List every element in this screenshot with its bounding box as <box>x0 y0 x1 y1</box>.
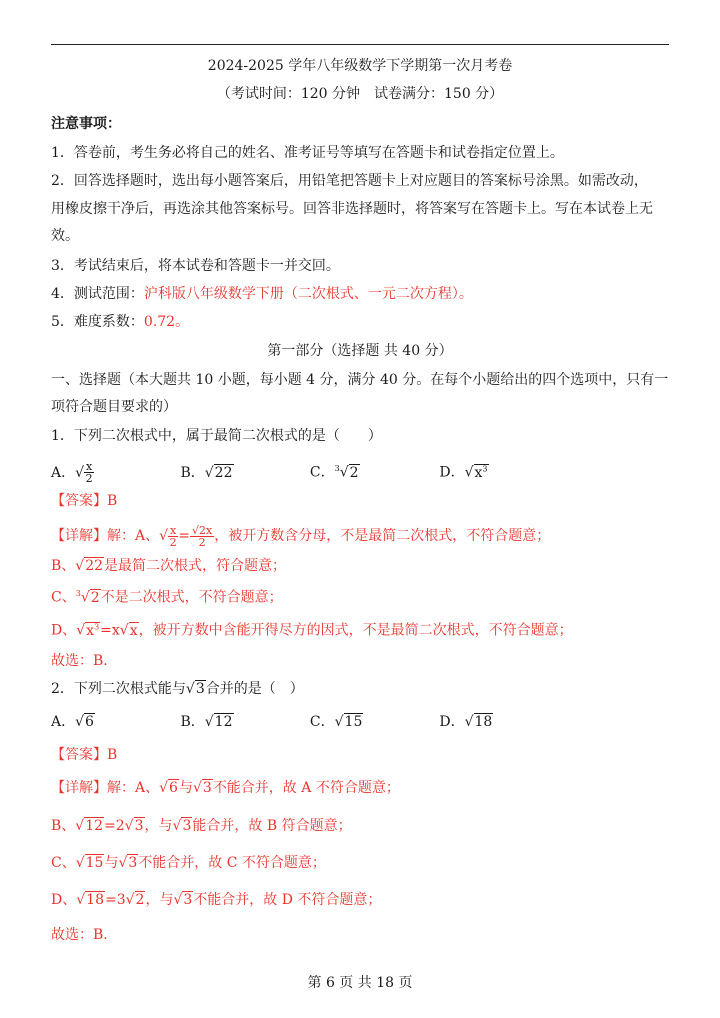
fraction-num: x <box>86 460 93 474</box>
radicand: 22 <box>214 464 233 481</box>
detail-prefix: B、 <box>51 818 76 834</box>
q1-option-c: C．$^3$√2 <box>309 464 359 481</box>
note-item: 3．考试结束后，将本试卷和答题卡一并交回。 <box>51 258 340 274</box>
q1-stem: 1．下列二次根式中，属于最简二次根式的是（ ） <box>51 428 382 444</box>
section-title: 第一部分（选择题 共 40 分） <box>267 343 453 359</box>
radicand: 3 <box>195 681 205 697</box>
q1-detail-b: B、√22是最简二次根式，符合题意； <box>51 558 287 574</box>
note-item: 2．回答选择题时，选出每小题答案后，用铅笔把答题卡上对应题目的答案标号涂黑。如需改动， <box>51 173 648 189</box>
radicand: 3 <box>202 780 212 796</box>
note-item: 效。 <box>51 228 79 244</box>
detail-text: 不是二次根式，不符合题意； <box>100 589 283 606</box>
section-intro: 项符合题目要求的） <box>51 399 177 415</box>
q2-answer: 【答案】B <box>51 747 118 763</box>
option-label: B． <box>180 714 205 730</box>
radicand: 2 <box>349 464 359 481</box>
q2-detail-c: C、√15与√3不能合并，故 C 不符合题意； <box>51 855 326 871</box>
scope-label: 4．测试范围： <box>51 286 144 302</box>
radicand: 3 <box>128 855 138 871</box>
radicand: 2 <box>90 589 100 606</box>
difficulty-value: 0.72。 <box>143 314 190 330</box>
radicand: 18 <box>86 892 104 908</box>
top-rule <box>51 44 669 45</box>
radicand: 15 <box>344 714 363 730</box>
detail-prefix: 【详解】解：A、 <box>51 780 160 796</box>
q2-detail-d: D、√18=3√2，与√3不能合并，故 D 不符合题意； <box>51 892 382 908</box>
stem-text: 2．下列二次根式能与 <box>51 681 186 697</box>
scope-value: 沪科版八年级数学下册（二次根式、一元二次方程）。 <box>143 286 473 302</box>
fraction <box>168 525 178 548</box>
q1-option-b: B．√22 <box>180 464 233 481</box>
fraction-num: √2x <box>192 523 213 537</box>
radicand: 22 <box>85 558 104 574</box>
detail-text: 与 <box>178 780 193 796</box>
radicand: 12 <box>214 714 233 730</box>
radicand: $x^3$ <box>474 464 488 481</box>
detail-text: 与 <box>104 855 119 871</box>
radicand: 3 <box>183 892 193 908</box>
note-item: 1．答卷前，考生务必将自己的姓名、准考证号等填写在答题卡和试卷指定位置上。 <box>51 145 564 161</box>
detail-text: 不能合并，故 D 不符合题意； <box>193 892 382 908</box>
radicand: $x^3$ <box>86 622 100 639</box>
q1-option-a: A．√ $\frac{x}{2}$ <box>51 460 93 486</box>
fraction-den: 2 <box>85 472 93 486</box>
q2-option-a: A．√6 <box>51 714 94 730</box>
detail-text: ，与 <box>145 892 174 908</box>
detail-text: ，被开方数中含能开得尽方的因式，不是最简二次根式，不符合题意； <box>138 622 573 639</box>
q1-detail-d: D、$√x^3=x√x$，被开方数中含能开得尽方的因式，不是最简二次根式，不符合题意； <box>51 622 573 639</box>
q2-options <box>51 712 671 732</box>
radicand: 3 <box>182 818 192 834</box>
radicand: 18 <box>474 714 493 730</box>
difficulty-label: 5．难度系数： <box>51 314 144 330</box>
detail-text: 不能合并，故 C 不符合题意； <box>138 855 326 871</box>
detail-text: ，被开方数含分母，不是最简二次根式，不符合题意； <box>214 528 551 544</box>
radicand: 3 <box>134 818 144 834</box>
note-item: 用橡皮擦干净后，再选涂其他答案标号。回答非选择题时，将答案写在答题卡上。写在本试卷上无 <box>51 201 653 217</box>
radicand: 15 <box>85 855 104 871</box>
note-scope <box>51 284 671 304</box>
option-label: B． <box>180 464 205 481</box>
fraction-den: 2 <box>198 535 206 549</box>
fraction-x-over-2 <box>84 461 94 484</box>
q1-choice: 故选：B. <box>51 653 108 669</box>
q2-option-d: D．√18 <box>439 714 493 730</box>
detail-prefix: D、 <box>51 892 77 908</box>
q2-option-c: C．√15 <box>309 714 363 730</box>
option-label: A． <box>51 714 76 730</box>
radicand: 6 <box>85 714 94 730</box>
detail-prefix: C、 <box>51 855 76 871</box>
radicand: 6 <box>169 780 178 796</box>
detail-prefix: D、 <box>51 622 77 639</box>
q1-detail-a: 【详解】解：A、√ $\frac{x}{2}$ = $\frac{√2x}{2}$ ，被开方数含分母，不是最简二次根式，不符合题意； <box>51 523 551 549</box>
exam-subtitle: （考试时间：120 分钟 试卷满分：150 分） <box>216 86 504 102</box>
q1-option-d: D．$√x^3$ <box>439 464 488 481</box>
note-difficulty <box>51 312 671 332</box>
option-label: C． <box>309 714 335 730</box>
option-label: D． <box>439 464 465 481</box>
q2-stem: 2．下列二次根式能与√3合并的是（ ） <box>51 681 304 697</box>
option-label: D． <box>439 714 465 730</box>
detail-prefix: 【详解】解：A、 <box>51 528 160 544</box>
fraction-den: 2 <box>169 535 177 549</box>
fraction <box>190 525 214 548</box>
detail-text: 是最简二次根式，符合题意； <box>104 558 287 574</box>
radicand: x <box>129 622 138 639</box>
stem-text: 合并的是（ ） <box>205 681 304 697</box>
detail-text: 不能合并，故 A 不符合题意； <box>212 780 400 796</box>
section-intro: 一、选择题（本大题共 10 小题，每小题 4 分，满分 40 分。在每个小题给出的四个选项中，只有一 <box>51 372 669 388</box>
exam-title: 2024-2025 学年八年级数学下学期第一次月考卷 <box>207 58 513 74</box>
detail-text: ，与 <box>144 818 173 834</box>
notes-heading: 注意事项： <box>51 116 121 132</box>
detail-prefix: B、 <box>51 558 76 574</box>
option-label: C． <box>309 464 335 481</box>
q2-detail-a: 【详解】解：A、√6与√3不能合并，故 A 不符合题意； <box>51 780 400 796</box>
q2-option-b: B．√12 <box>180 714 233 730</box>
q1-answer: 【答案】B <box>51 493 118 509</box>
detail-text: 能合并，故 B 符合题意； <box>192 818 352 834</box>
q1-detail-c: C、$^3$√2不是二次根式，不符合题意； <box>51 589 283 606</box>
q1-options <box>51 456 671 486</box>
detail-prefix: C、 <box>51 589 76 606</box>
radicand: 2 <box>135 892 145 908</box>
fraction-num: x <box>170 523 177 537</box>
page-footer: 第 6 页 共 18 页 <box>307 975 413 991</box>
radicand: 12 <box>85 818 104 834</box>
q2-choice: 故选：B. <box>51 927 108 943</box>
option-label: A． <box>51 464 76 481</box>
q2-detail-b: B、√12=2√3，与√3能合并，故 B 符合题意； <box>51 818 352 834</box>
